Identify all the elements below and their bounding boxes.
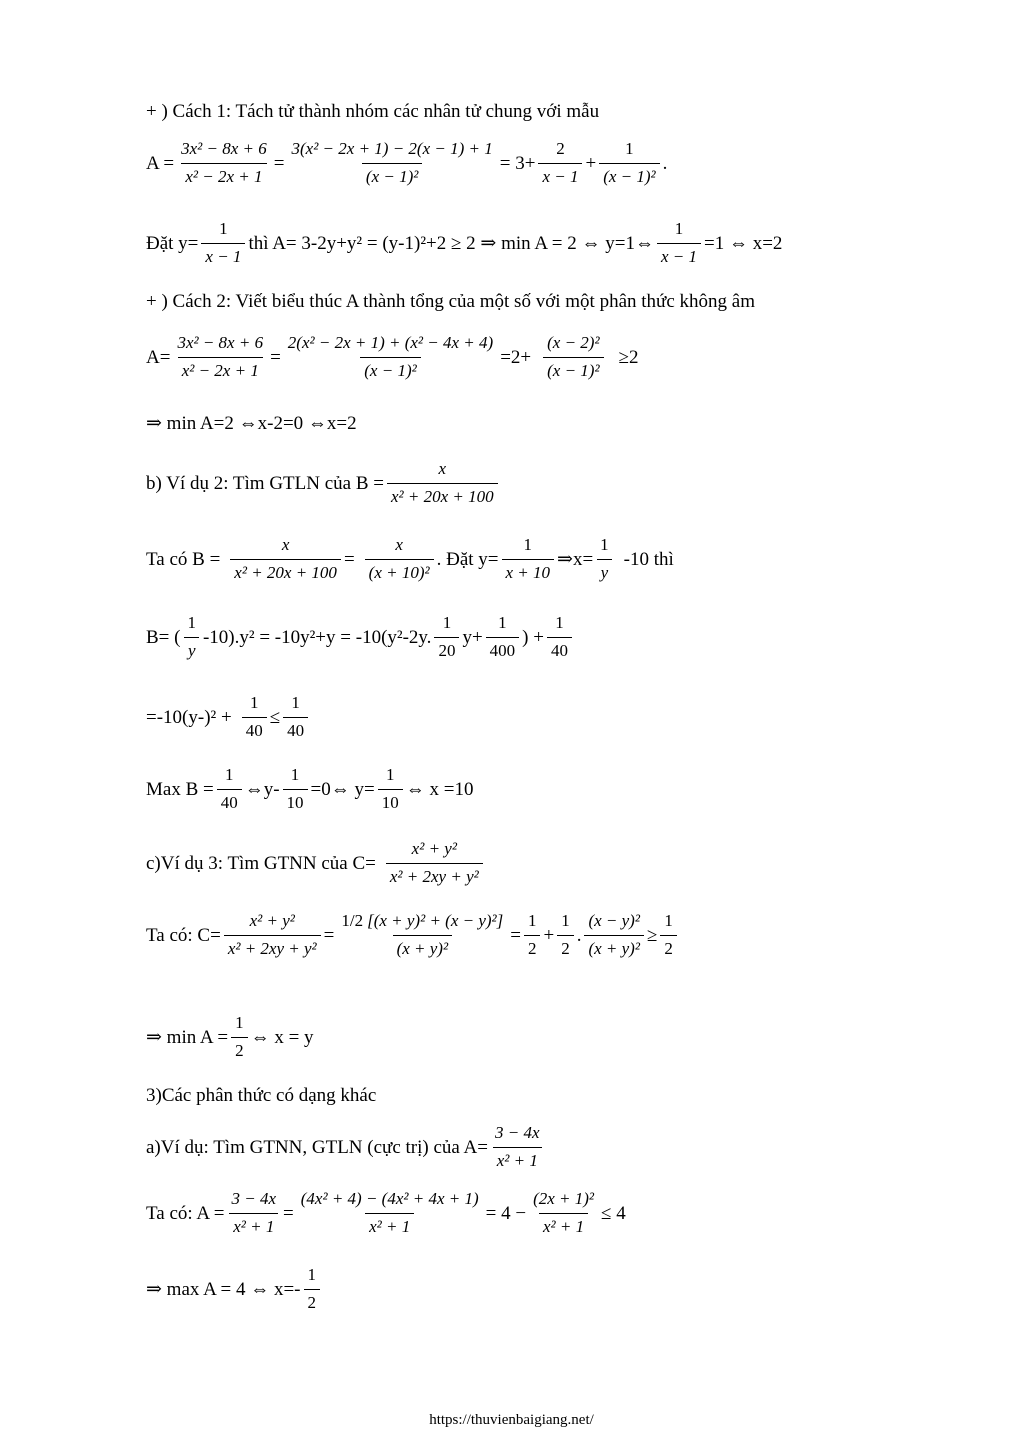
text: A = (146, 152, 175, 174)
example-3-equation: Ta có: C= $\frac{\text{x² + y²}}{\text{x² + 2xy + y²}}$ = 1/2 [(x + y)² + (x − y)²] (x + y)² = $\frac{1}{2}$ + $\frac{1}{2}$ . $\frac{\text{(x − y)²}}{\text{(x + y)²}}$ ≥ $\frac{1}{2}$ (146, 912, 680, 958)
fraction: $\frac{\text{(x − 2)²}}{\text{(x − 1)²}}$ (543, 334, 603, 380)
fraction: $\frac{\text{(x − y)²}}{\text{(x + y)²}}$ (584, 912, 643, 958)
fraction: $\frac{1}{x - 1}$ (657, 220, 701, 266)
example-3-heading: c)Ví dụ 3: Tìm GTNN của C= $\frac{\text{x² + y²}}{\text{x² + 2xy + y²}}$ (146, 840, 486, 886)
fraction: $\frac{\text{3x² − 8x + 6}}{\text{x² − 2x + 1}}$ (177, 333, 264, 380)
fraction: $\frac{x}{\text{(x + 10)²}}$ (365, 536, 434, 582)
fraction: $\frac{1}{2}$ (660, 912, 677, 958)
min-conclusion-1: ⇒ min A=2 ⇔x-2=0 ⇔x=2 (146, 413, 357, 434)
fraction: $\frac{2}{x - 1}$ (538, 140, 582, 186)
method-1-heading: + ) Cách 1: Tách tử thành nhóm các nhân tử chung với mẫu (146, 101, 600, 122)
example-4-equation: Ta có: A = $\frac{3 - 4x}{\text{x² + 1}}$ = $\frac{\text{(4x² + 4) − (4x² + 4x + 1)}}{\text{x² + 1}}$ = 4 − $\frac{\text{(2x + 1)²}}{\text{x² + 1}}$ ≤ 4 (146, 1189, 626, 1236)
fraction: $\frac{\text{2(x² − 2x + 1) + (x² − 4x + 4)}}{\text{(x − 1)²}}$ (287, 333, 494, 380)
fraction: $\frac{1}{2}$ (524, 912, 541, 958)
fraction: $\frac{\text{3x² − 8x + 6}}{\text{x² − 2x + 1}}$ (181, 139, 267, 186)
example-4-max: ⇒ max A = 4 ⇔ x=- $\frac{1}{2}$ (146, 1266, 323, 1312)
method-1-equation: A = $\frac{\text{3x² − 8x + 6}}{\text{x² − 2x + 1}}$ = $\frac{\text{3(x² − 2x + 1) − 2(x − 1) + 1}}{\text{(x − 1)²}}$ = 3+ $\frac{2}{x - 1}$ + $\frac{1}{\text{(x − 1)²}}$ . (146, 139, 668, 186)
fraction: $\frac{\text{3(x² − 2x + 1) − 2(x − 1) + 1}}{\text{(x − 1)²}}$ (291, 139, 493, 186)
fraction: $\frac{3 - 4x}{\text{x² + 1}}$ (228, 1190, 281, 1236)
fraction: $\frac{1}{y}$ (596, 536, 613, 582)
fraction: $\frac{\text{x² + y²}}{\text{x² + 2xy + y²}}$ (386, 840, 483, 886)
fraction: $\frac{3 - 4x}{\text{x² + 1}}$ (491, 1124, 544, 1170)
fraction: $\frac{1}{40}$ (217, 766, 242, 812)
fraction: $\frac{1}{\text{(x − 1)²}}$ (599, 140, 659, 186)
fraction: $\frac{1}{2}$ (231, 1014, 248, 1060)
fraction: $\frac{1}{10}$ (378, 766, 403, 812)
fraction: $\frac{\text{x² + y²}}{\text{x² + 2xy + y²}}$ (224, 912, 321, 958)
fraction: $\frac{1}{2}$ (557, 912, 574, 958)
fraction: $\frac{1}{x + 10}$ (502, 536, 555, 582)
example-2-step-3: =-10(y-)² + $\frac{1}{40}$ ≤ $\frac{1}{40}$ (146, 694, 311, 740)
fraction: $\frac{1}{10}$ (283, 766, 308, 812)
footer-url: https://thuvienbaigiang.net/ (429, 1412, 594, 1428)
fraction: $\frac{1}{40}$ (283, 694, 308, 740)
fraction: $\frac{1}{x - 1}$ (201, 220, 245, 266)
example-2-heading: b) Ví dụ 2: Tìm GTLN của B = $\frac{x}{\text{x² + 20x + 100}}$ (146, 460, 501, 506)
example-4-heading: a)Ví dụ: Tìm GTNN, GTLN (cực trị) của A= $\frac{3 - 4x}{\text{x² + 1}}$ (146, 1124, 547, 1170)
fraction: $\frac{x}{\text{x² + 20x + 100}}$ (230, 536, 341, 582)
section-3-heading: 3)Các phân thức có dạng khác (146, 1085, 377, 1106)
fraction: $\frac{1}{20}$ (434, 614, 459, 660)
fraction: 1/2 [(x + y)² + (x − y)²] (x + y)² (341, 911, 504, 958)
fraction: $\frac{x}{\text{x² + 20x + 100}}$ (387, 460, 498, 506)
fraction: $\frac{1}{y}$ (183, 614, 200, 660)
fraction: $\frac{1}{400}$ (486, 614, 520, 660)
method-2-equation: A= $\frac{\text{3x² − 8x + 6}}{\text{x² − 2x + 1}}$ = $\frac{\text{2(x² − 2x + 1) + (x² − 4x + 4)}}{\text{(x − 1)²}}$ =2+ $\frac{\text{(x − 2)²}}{\text{(x − 1)²}}$ ≥2 (146, 333, 639, 380)
fraction: $\frac{\text{(2x + 1)²}}{\text{x² + 1}}$ (533, 1189, 595, 1236)
method-2-heading: + ) Cách 2: Viết biểu thúc A thành tổng của một số với một phân thức không âm (146, 291, 755, 312)
example-2-step-2: B= ( $\frac{1}{y}$ -10).y² = -10y²+y = -10(y²-2y. $\frac{1}{20}$ y+ $\frac{1}{400}$ ) + $\frac{1}{40}$ (146, 614, 575, 660)
fraction: $\frac{1}{2}$ (304, 1266, 321, 1312)
fraction: $\frac{\text{(4x² + 4) − (4x² + 4x + 1)}}{\text{x² + 1}}$ (300, 1189, 479, 1236)
fraction: $\frac{1}{40}$ (242, 694, 267, 740)
example-2-step-1: Ta có B = $\frac{x}{\text{x² + 20x + 100}}$ = $\frac{x}{\text{(x + 10)²}}$ . Đặt y= $\frac{1}{x + 10}$ ⇒x= $\frac{1}{y}$ -10 thì (146, 535, 674, 582)
example-2-max: Max B = $\frac{1}{40}$ ⇔y- $\frac{1}{10}$ =0⇔ y= $\frac{1}{10}$ ⇔ x =10 (146, 765, 474, 812)
fraction: $\frac{1}{40}$ (547, 614, 572, 660)
example-3-min: ⇒ min A = $\frac{1}{2}$ ⇔ x = y (146, 1013, 314, 1060)
half-coefficient: 1/2 (341, 911, 364, 930)
substitution-line: Đặt y= $\frac{1}{x - 1}$ thì A= 3-2y+y² = (y-1)²+2 ≥ 2 ⇒ min A = 2 ⇔ y=1⇔ $\frac{1}{x - 1}$ =1 ⇔ x=2 (146, 219, 783, 266)
